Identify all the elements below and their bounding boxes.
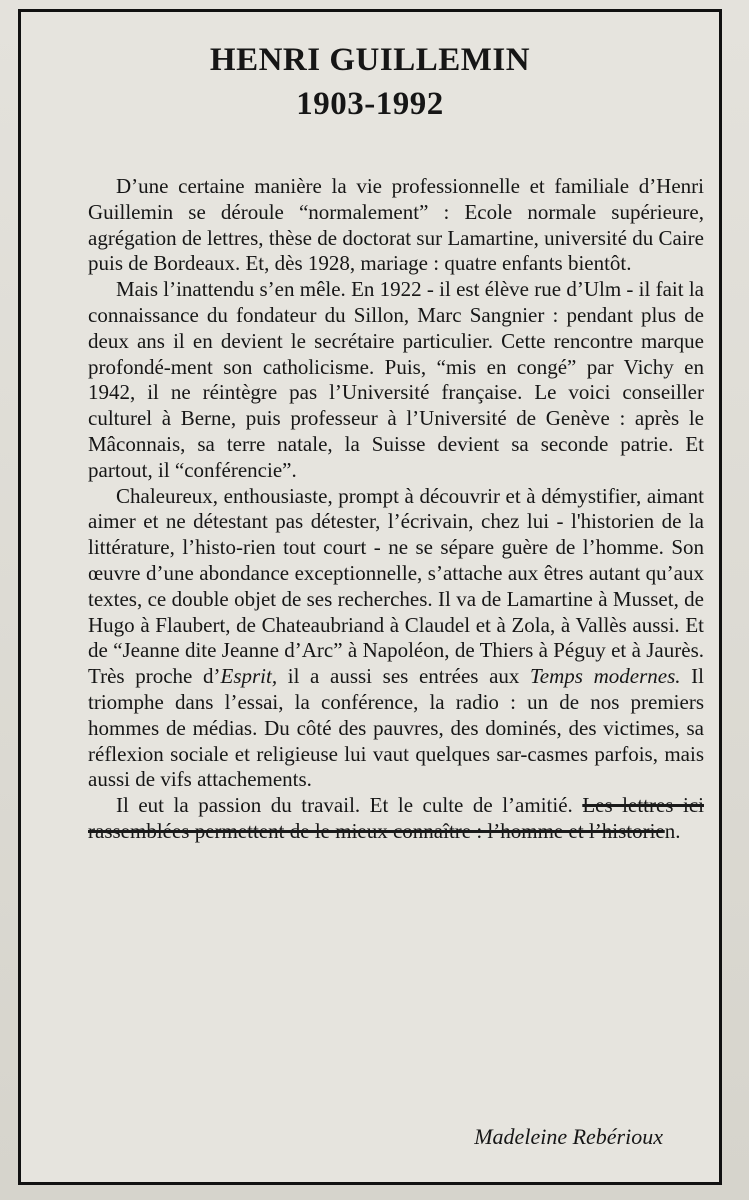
paragraph-1: D’une certaine manière la vie professionnelle et familiale d’Henri Guillemin se déroule “normalement” : Ecole normale supérieure, agrégation de lettres, thèse de doctorat sur Lamartine, université du Caire puis de Bordeaux. Et, dès 1928, mariage : quatre enfants bientôt.	[88, 174, 704, 276]
paragraph-3	[88, 484, 704, 794]
paragraph-3-part-1: Chaleureux, enthousiaste, prompt à découvrir et à démystifier, aimant aimer et ne détestant pas détester, l’écrivain, chez lui - l'historien de la littérature, l’histo-rien tout court - ne se sépare guère de l’homme. Son œuvre d’une abondance exceptionnelle, s’attache aux êtres autant qu’aux textes, ce double objet de ses recherches. Il va de Lamartine à Musset, de Hugo à Flaubert, de Chateaubriand à Claudel et à Zola, à Vallès aussi. Et de “Jeanne dite Jeanne d’Arc” à Napoléon, de Thiers à Péguy et à Jaurès. Très proche d’	[88, 483, 704, 689]
paragraph-4-part-1: Il eut la passion du travail. Et le culte de l’amitié.	[116, 793, 583, 818]
title-name: HENRI GUILLEMIN	[209, 42, 531, 78]
esprit-title: Esprit,	[220, 664, 278, 689]
temps-modernes-title: Temps modernes.	[530, 664, 681, 689]
paragraph-4	[88, 793, 704, 845]
paragraph-3-part-2: il a aussi ses entrées aux	[277, 664, 531, 689]
title-dates: 1903-1992	[296, 86, 444, 122]
paragraph-4-end: n.	[664, 818, 681, 843]
page-title	[21, 38, 719, 126]
paragraph-3-part-3: Il triomphe dans l’essai, la conférence, la radio : un de nos premiers hommes de médias. Du côté des pauvres, des dominés, des victimes, sa réflexion sociale et religieuse lui vaut quelques sar-casmes parfois, mais aussi de vifs attachements.	[88, 664, 704, 792]
bordered-notice	[18, 9, 722, 1185]
author-signature: Madeleine Rebérioux	[474, 1124, 663, 1149]
struck-through-text: Les lettres ici rassemblées permettent de le mieux connaître : l’homme et l’historie	[88, 793, 704, 843]
paragraph-2: Mais l’inattendu s’en mêle. En 1922 - il est élève rue d’Ulm - il fait la connaissance du fondateur du Sillon, Marc Sangnier : pendant plus de deux ans il en devient le secrétaire particulier. Cette rencontre marque profondé-ment son catholicisme. Puis, “mis en congé” par Vichy en 1942, il ne réintègre pas l’Université française. Le voici conseiller culturel à Berne, puis professeur à l’Université de Genève : après le Mâconnais, sa terre natale, la Suisse devient sa seconde patrie. Et partout, il “conférencie”.	[88, 277, 704, 482]
biography-text	[88, 174, 704, 845]
